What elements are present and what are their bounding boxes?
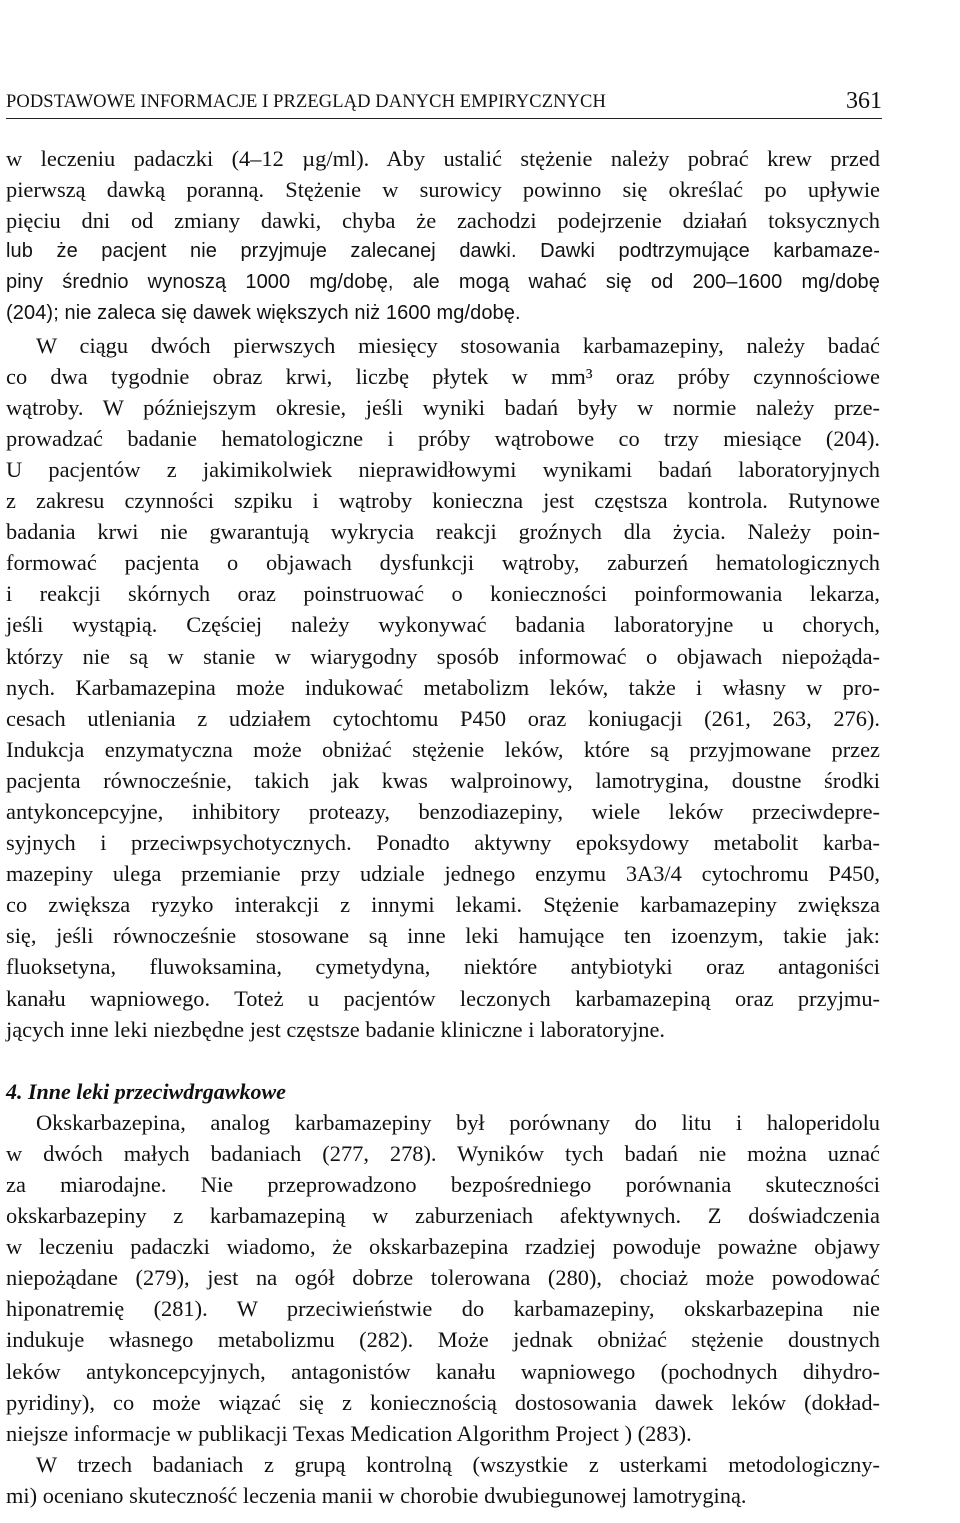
text-line: cesach utleniania z udziałem cytochtomu P450 oraz koniugacji (261, 263, 276). <box>6 705 880 731</box>
text-line: pierwszą dawką poranną. Stężenie w surowicy powinno się określać po upływie <box>6 177 880 203</box>
text-line: wątroby. W późniejszym okresie, jeśli wyniki badań były w normie należy prze- <box>6 394 880 420</box>
text-line: niejsze informacje w publikacji Texas Medication Algorithm Project ) (283). <box>6 1420 692 1446</box>
text-line: W ciągu dwóch pierwszych miesięcy stosowania karbamazepiny, należy badać <box>36 332 880 358</box>
text-line: formować pacjenta o objawach dysfunkcji wątroby, zaburzeń hematologicznych <box>6 550 880 576</box>
section-heading: 4. Inne leki przeciwdrgawkowe <box>6 1078 286 1104</box>
text-line: okskarbazepiny z karbamazepiną w zaburzeniach afektywnych. Z doświadczenia <box>6 1203 880 1229</box>
text-line: w dwóch małych badaniach (277, 278). Wyników tych badań nie można uznać <box>6 1140 880 1166</box>
paragraph-lamotrigine <box>6 1449 880 1511</box>
paragraph-spacer <box>6 1045 880 1076</box>
text-line: W trzech badaniach z grupą kontrolną (wszystkie z usterkami metodologiczny- <box>36 1451 880 1477</box>
text-line: prowadzać badanie hematologiczne i próby wątrobowe co trzy miesiące (204). <box>6 425 880 451</box>
text-line: co zwiększa ryzyko interakcji z innymi lekami. Stężenie karbamazepiny zwiększa <box>6 892 880 918</box>
text-line: pyridiny), co może wiązać się z koniecznością dostosowania dawek leków (dokład- <box>6 1389 880 1415</box>
text-line: pacjenta równocześnie, takich jak kwas walproinowy, lamotrygina, doustne środki <box>6 767 880 793</box>
text-line: antykoncepcyjne, inhibitory proteazy, benzodiazepiny, wiele leków przeciwdepre- <box>6 798 880 824</box>
text-line: U pacjentów z jakimikolwiek nieprawidłowymi wynikami badań laboratoryjnych <box>6 456 880 482</box>
text-line: badania krwi nie gwarantują wykrycia reakcji groźnych dla życia. Należy poin- <box>6 519 880 545</box>
text-line: jeśli wystąpią. Częściej należy wykonywać badania laboratoryjne u chorych, <box>6 612 880 638</box>
text-line: i reakcji skórnych oraz poinstruować o konieczności poinformowania lekarza, <box>6 581 880 607</box>
paragraph-monitoring <box>6 143 880 330</box>
text-line: leków antykoncepcyjnych, antagonistów kanału wapniowego (pochodnych dihydro- <box>6 1358 880 1384</box>
text-line: hiponatremię (281). W przeciwieństwie do karbamazepiny, okskarbazepina nie <box>6 1296 880 1322</box>
text-line: mazepiny ulega przemianie przy udziale jednego enzymu 3A3/4 cytochromu P450, <box>6 861 880 887</box>
text-line: mi) oceniano skuteczność leczenia manii w chorobie dwubiegunowej lamotryginą. <box>6 1482 747 1508</box>
text-line: z zakresu czynności szpiku i wątroby konieczna jest częstsza kontrola. Rutynowe <box>6 488 880 514</box>
text-line: syjnych i przeciwpsychotycznych. Ponadto aktywny epoksydowy metabolit karba- <box>6 830 880 856</box>
text-line: indukuje własnego metabolizmu (282). Może jednak obniżać stężenie doustnych <box>6 1327 880 1353</box>
header-title: PODSTAWOWE INFORMACJE I PRZEGLĄD DANYCH EMPIRYCZNYCH <box>6 92 606 112</box>
page-number: 361 <box>846 88 882 114</box>
paragraph-oxcarbazepine <box>6 1107 880 1449</box>
paragraph-lab-tests <box>6 330 880 1045</box>
text-line: Indukcja enzymatyczna może obniżać stężenie leków, które są przyjmowane przez <box>6 736 880 762</box>
text-line: za miarodajne. Nie przeprowadzono bezpośredniego porównania skuteczności <box>6 1172 880 1197</box>
text-line: kanału wapniowego. Toteż u pacjentów leczonych karbamazepiną oraz przyjmu- <box>6 985 880 1011</box>
text-line: nych. Karbamazepina może indukować metabolizm leków, także i własny w pro- <box>6 674 880 700</box>
text-line: jących inne leki niezbędne jest częstsze badanie kliniczne i laboratoryjne. <box>6 1016 665 1042</box>
text-line: w leczeniu padaczki wiadomo, że okskarbazepina rzadziej powoduje poważne objawy <box>6 1234 880 1260</box>
text-line: lub że pacjent nie przyjmuje zalecanej dawki. Dawki podtrzymujące karbamaze- <box>6 240 880 263</box>
text-line: (204); nie zaleca się dawek większych niż 1600 mg/dobę. <box>6 302 521 325</box>
text-line: niepożądane (279), jest na ogół dobrze tolerowana (280), chociaż może powodować <box>6 1265 880 1291</box>
running-header <box>6 84 882 119</box>
text-line: Okskarbazepina, analog karbamazepiny był porównany do litu i haloperidolu <box>36 1109 880 1135</box>
text-line: w leczeniu padaczki (4–12 µg/ml). Aby ustalić stężenie należy pobrać krew przed <box>6 146 880 171</box>
text-line: co dwa tygodnie obraz krwi, liczbę płytek w mm³ oraz próby czynnościowe <box>6 363 880 389</box>
text-line: się, jeśli równocześnie stosowane są inne leki hamujące ten izoenzym, takie jak: <box>6 923 880 949</box>
text-line: którzy nie są w stanie w wiarygodny sposób informować o objawach niepożąda- <box>6 643 880 669</box>
text-line: pięciu dni od zmiany dawki, chyba że zachodzi podejrzenie działań toksycznych <box>6 208 880 234</box>
body-text <box>6 143 880 1511</box>
text-line: piny średnio wynoszą 1000 mg/dobę, ale mogą wahać się od 200–1600 mg/dobę <box>6 271 880 294</box>
text-line: fluoksetyna, fluwoksamina, cymetydyna, niektóre antybiotyki oraz antagoniści <box>6 954 880 980</box>
